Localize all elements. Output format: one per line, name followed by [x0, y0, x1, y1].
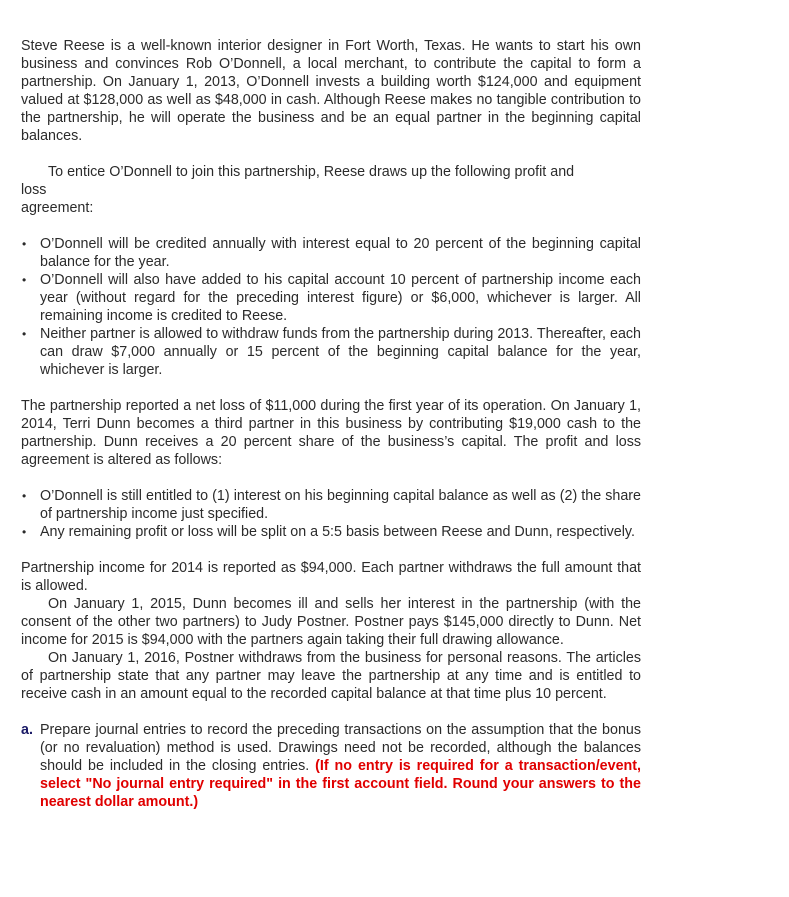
intro-paragraph: Steve Reese is a well-known interior designer in Fort Worth, Texas. He wants to start his own business and convinces Rob O’Donnell, a local merchant, to contribute the capital to form a partnership. On January 1, 2013, O’Donnell invests a building worth $124,000 and equipment valued at $128,000 as well as $48,000 in cash. Although Reese makes no tangible contribution to the partnership, he will operate the business and be an equal partner in the beginning capital balances.	[21, 38, 641, 144]
entice-paragraph	[21, 163, 641, 217]
entice-line-1: To entice O’Donnell to join this partnership, Reese draws up the following profit and	[48, 164, 575, 180]
question-a	[21, 721, 641, 811]
list-item: • O’Donnell will be credited annually with interest equal to 20 percent of the beginning capital balance for the year.	[21, 235, 641, 271]
postner-2016-paragraph: On January 1, 2016, Postner withdraws from the business for personal reasons. The articles of partnership state that any partner may leave the partnership at any time and is entitled to receive cash in an amount equal to the recorded capital balance at that time plus 10 percent.	[21, 650, 641, 702]
list-item: • O’Donnell is still entitled to (1) interest on his beginning capital balance as well as (2) the share of partnership income just specified.	[21, 487, 641, 523]
question-text: Prepare journal entries to record the preceding transactions on the assumption that the bonus (or no revaluation) method is used. Drawings need not be recorded, although the balances should be included in the closing entries.	[40, 722, 641, 774]
altered-agreement-list	[21, 487, 641, 541]
list-item: • Neither partner is allowed to withdraw funds from the partnership during 2013. Thereafter, each can draw $7,000 annually or 15 percent of the beginning capital balance for the year, whichever is larger.	[21, 325, 641, 379]
list-item: • Any remaining profit or loss will be split on a 5:5 basis between Reese and Dunn, respectively.	[21, 523, 641, 541]
income-2014-paragraph: Partnership income for 2014 is reported as $94,000. Each partner withdraws the full amount that is allowed.	[21, 560, 641, 594]
question-note: (If no entry is required for a transaction/event, select "No journal entry required" in the first account field. Round your answers to the nearest dollar amount.)	[40, 758, 641, 810]
loss-paragraph: The partnership reported a net loss of $11,000 during the first year of its operation. On January 1, 2014, Terri Dunn becomes a third partner in this business by contributing $19,000 cash to the partnership. Dunn receives a 20 percent share of the business’s capital. The profit and loss agreement is altered as follows:	[21, 398, 641, 468]
entice-line-3: agreement:	[21, 200, 94, 216]
question-letter: a.	[21, 722, 33, 738]
agreement-list	[21, 235, 641, 379]
list-item: • O’Donnell will also have added to his capital account 10 percent of partnership income each year (without regard for the preceding interest figure) or $6,000, whichever is larger. All remaining income is credited to Reese.	[21, 271, 641, 325]
entice-line-2: loss	[21, 182, 47, 198]
dunn-2015-paragraph: On January 1, 2015, Dunn becomes ill and sells her interest in the partnership (with the consent of the other two partners) to Judy Postner. Postner pays $145,000 directly to Dunn. Net income for 2015 is $94,000 with the partners again taking their full drawing allowance.	[21, 596, 641, 648]
